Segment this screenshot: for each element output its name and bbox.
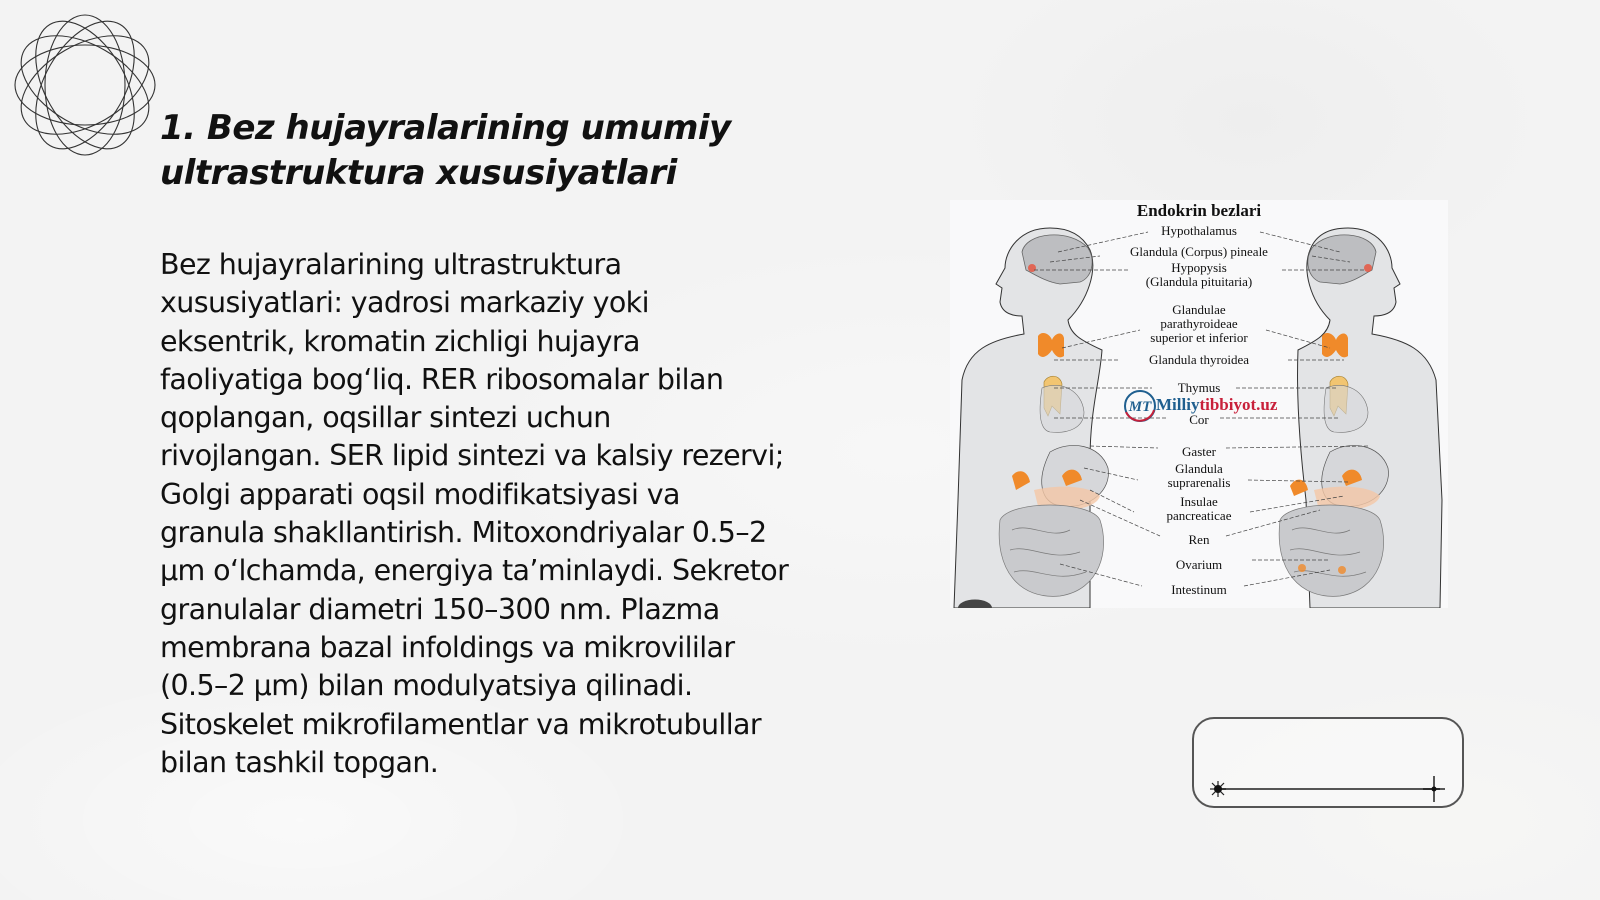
sparkle-icon bbox=[1208, 779, 1228, 799]
watermark-text bbox=[1156, 395, 1278, 414]
figure-title: Endokrin bezlari bbox=[1136, 201, 1262, 220]
intestines-right bbox=[1279, 505, 1383, 596]
pituitary-female bbox=[1364, 264, 1372, 272]
body-line: Golgi apparati oqsil modifikatsiyasi va bbox=[160, 477, 680, 511]
label-cor: Cor bbox=[1189, 412, 1209, 427]
body-line: rivojlangan. SER lipid sintezi va kalsiy rezervi; bbox=[160, 439, 784, 473]
slider-track bbox=[1216, 788, 1440, 790]
body-line: Sitoskelet mikrofilamentlar va mikrotubullar bbox=[160, 707, 762, 741]
decorative-slider-box bbox=[1192, 717, 1464, 808]
pituitary-male bbox=[1028, 264, 1036, 272]
label-thyroid: Glandula thyroidea bbox=[1149, 352, 1249, 367]
label-ren: Ren bbox=[1188, 532, 1210, 547]
watermark-text-part1: Milliy bbox=[1156, 395, 1200, 414]
body-line: xususiyatlari: yadrosi markaziy yoki bbox=[160, 286, 649, 320]
body-line: μm o‘lchamda, energiya ta’minlaydi. Sekretor bbox=[160, 554, 789, 588]
ovary-right-of-female bbox=[1338, 566, 1346, 574]
body-line: granulalar diametri 150–300 nm. Plazma bbox=[160, 592, 720, 626]
label-pineal: Glandula (Corpus) pineale bbox=[1130, 244, 1268, 259]
body-line: eksentrik, kromatin zichligi hujayra bbox=[160, 324, 640, 358]
label-parathyroid-1: Glandulae bbox=[1172, 302, 1226, 317]
label-gaster: Gaster bbox=[1182, 444, 1216, 459]
label-suprarenal-1: Glandula bbox=[1175, 461, 1223, 476]
body-line: qoplangan, oqsillar sintezi uchun bbox=[160, 401, 611, 435]
label-intestinum: Intestinum bbox=[1171, 582, 1227, 597]
label-thymus: Thymus bbox=[1177, 380, 1221, 395]
slide-title bbox=[160, 106, 860, 196]
slide-title-line: ultrastruktura xususiyatlari bbox=[160, 153, 677, 193]
ovary-left-of-female bbox=[1298, 564, 1306, 572]
slide-body-text bbox=[160, 246, 850, 782]
body-line: membrana bazal infoldings va mikrovililar bbox=[160, 630, 735, 664]
body-line: granula shakllantirish. Mitoxondriyalar 0.5–2 bbox=[160, 516, 767, 550]
body-line: Bez hujayralarining ultrastruktura bbox=[160, 248, 622, 281]
label-insulae-2: pancreaticae bbox=[1166, 508, 1232, 523]
body-line: bilan tashkil topgan. bbox=[160, 745, 439, 779]
label-ovarium: Ovarium bbox=[1175, 557, 1223, 572]
crosshair-star-icon bbox=[1422, 775, 1446, 803]
watermark-logo-icon: MT bbox=[1128, 399, 1152, 415]
label-pituitary: (Glandula pituitaria) bbox=[1145, 274, 1253, 289]
label-parathyroid-3: superior et inferior bbox=[1150, 330, 1248, 345]
endocrine-glands-figure bbox=[950, 200, 1448, 608]
label-insulae-1: Insulae bbox=[1180, 494, 1218, 509]
body-line: (0.5–2 μm) bilan modulyatsiya qilinadi. bbox=[160, 669, 693, 703]
label-hypophysis: Hypopysis bbox=[1171, 260, 1227, 275]
label-hypothalamus: Hypothalamus bbox=[1161, 223, 1237, 238]
label-parathyroid-2: parathyroideae bbox=[1160, 316, 1238, 331]
watermark-text-part2: tibbiyot.uz bbox=[1199, 395, 1278, 414]
slide-title-line: 1. Bez hujayralarining umumiy bbox=[160, 108, 731, 148]
label-suprarenal-2: suprarenalis bbox=[1167, 475, 1231, 490]
body-line: faoliyatiga bog‘liq. RER ribosomalar bilan bbox=[160, 362, 724, 396]
spirograph-ornament-icon bbox=[10, 10, 160, 160]
